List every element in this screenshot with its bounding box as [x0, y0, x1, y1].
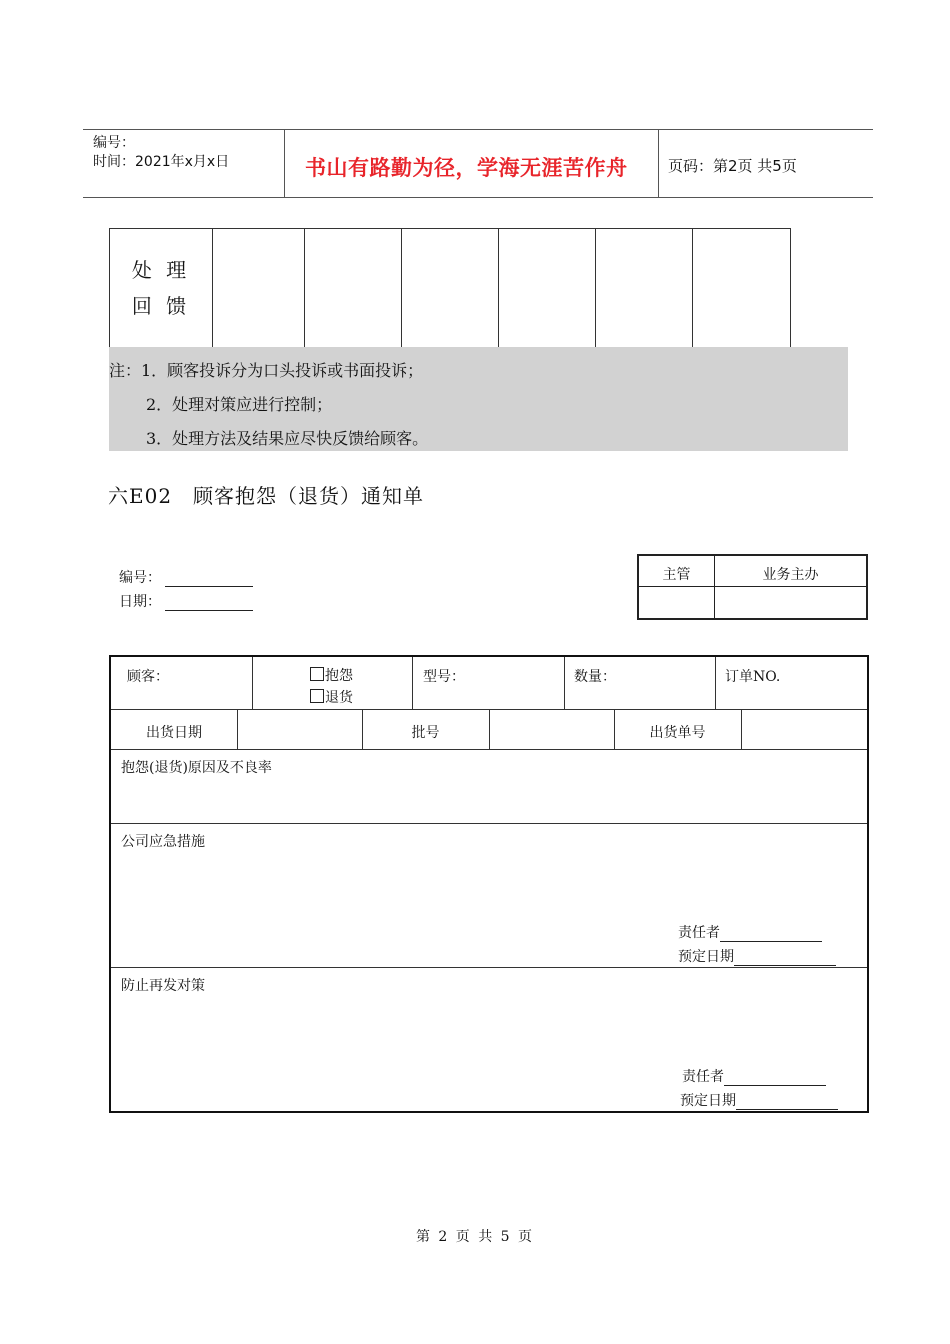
- supervisor-label: 主管: [662, 567, 691, 583]
- meta-date-line[interactable]: [165, 596, 253, 611]
- approval-divider: [639, 586, 866, 587]
- emergency-responsible: [678, 922, 822, 942]
- note-line: 2．处理对策应进行控制；: [146, 395, 333, 414]
- batch-no-label: 批号: [411, 725, 440, 741]
- feedback-label-line2: 回 馈: [131, 294, 191, 318]
- due-date-line[interactable]: [734, 952, 836, 966]
- prevention-label: 防止再发对策: [121, 978, 205, 994]
- form-col-divider: [237, 709, 238, 749]
- header-motto: 书山有路勤为径，学海无涯苦作舟: [305, 156, 628, 180]
- supervisor-sign-cell[interactable]: [639, 588, 714, 616]
- return-checkbox[interactable]: [310, 689, 324, 703]
- emergency-due-date: [678, 946, 836, 966]
- meta-number-line[interactable]: [165, 572, 253, 587]
- business-owner-label: 业务主办: [762, 567, 819, 583]
- model-label: 型号：: [423, 669, 465, 685]
- table-column-divider: [498, 229, 499, 347]
- business-owner-sign-cell[interactable]: [715, 588, 866, 616]
- table-column-divider: [595, 229, 596, 347]
- ship-order-no-label: 出货单号: [649, 725, 706, 741]
- complaint-form: [109, 655, 869, 1113]
- meta-date: [119, 591, 253, 611]
- form-row-divider: [111, 967, 867, 968]
- approval-box: [637, 554, 868, 620]
- header-time: 时间：2021年x月x日: [93, 154, 230, 170]
- table-column-divider: [212, 229, 213, 347]
- feedback-table: [109, 228, 791, 348]
- notes-box: [109, 347, 848, 451]
- meta-number-label: 编号：: [119, 570, 161, 586]
- document-header: [83, 129, 873, 198]
- note-line: 注：1．顾客投诉分为口头投诉或书面投诉；: [109, 361, 424, 380]
- complaint-option[interactable]: [310, 665, 353, 685]
- complaint-checkbox[interactable]: [310, 667, 324, 681]
- form-row-divider: [111, 749, 867, 750]
- return-option-label: 退货: [325, 690, 353, 706]
- feedback-label-line1: 处 理: [131, 258, 191, 282]
- due-date-label: 预定日期: [678, 949, 734, 965]
- header-divider: [658, 130, 659, 197]
- complaint-option-label: 抱怨: [325, 668, 353, 684]
- responsible-line[interactable]: [724, 1072, 826, 1086]
- form-col-divider: [489, 709, 490, 749]
- prevention-due-date: [680, 1090, 838, 1110]
- header-meta: [93, 134, 229, 172]
- emergency-label: 公司应急措施: [121, 834, 205, 850]
- customer-label: 顾客：: [127, 669, 169, 685]
- section-title: 六E02 顾客抱怨（退货）通知单: [108, 484, 425, 508]
- table-column-divider: [304, 229, 305, 347]
- form-col-divider: [412, 657, 413, 709]
- feedback-label: [110, 229, 212, 347]
- return-option[interactable]: [310, 687, 353, 707]
- due-date-label: 预定日期: [680, 1093, 736, 1109]
- page-footer: 第 2 页 共 5 页: [415, 1229, 535, 1245]
- form-row-divider: [111, 823, 867, 824]
- note-line: 3．处理方法及结果应尽快反馈给顾客。: [146, 429, 429, 448]
- due-date-line[interactable]: [736, 1096, 838, 1110]
- header-number: 编号：: [93, 135, 135, 151]
- quantity-label: 数量：: [574, 669, 616, 685]
- meta-date-label: 日期：: [119, 594, 161, 610]
- responsible-label: 责任者: [678, 925, 720, 941]
- reason-label: 抱怨(退货)原因及不良率: [121, 760, 272, 776]
- form-col-divider: [741, 709, 742, 749]
- meta-number: [119, 567, 253, 587]
- ship-date-label: 出货日期: [146, 725, 202, 741]
- table-column-divider: [692, 229, 693, 347]
- header-divider: [284, 130, 285, 197]
- table-column-divider: [401, 229, 402, 347]
- order-no-label: 订单NO.: [725, 669, 781, 685]
- form-col-divider: [252, 657, 253, 709]
- prevention-responsible: [682, 1066, 826, 1086]
- header-page-info: 页码：第2页 共5页: [668, 157, 797, 175]
- responsible-line[interactable]: [720, 928, 822, 942]
- responsible-label: 责任者: [682, 1069, 724, 1085]
- form-col-divider: [715, 657, 716, 709]
- form-col-divider: [564, 657, 565, 709]
